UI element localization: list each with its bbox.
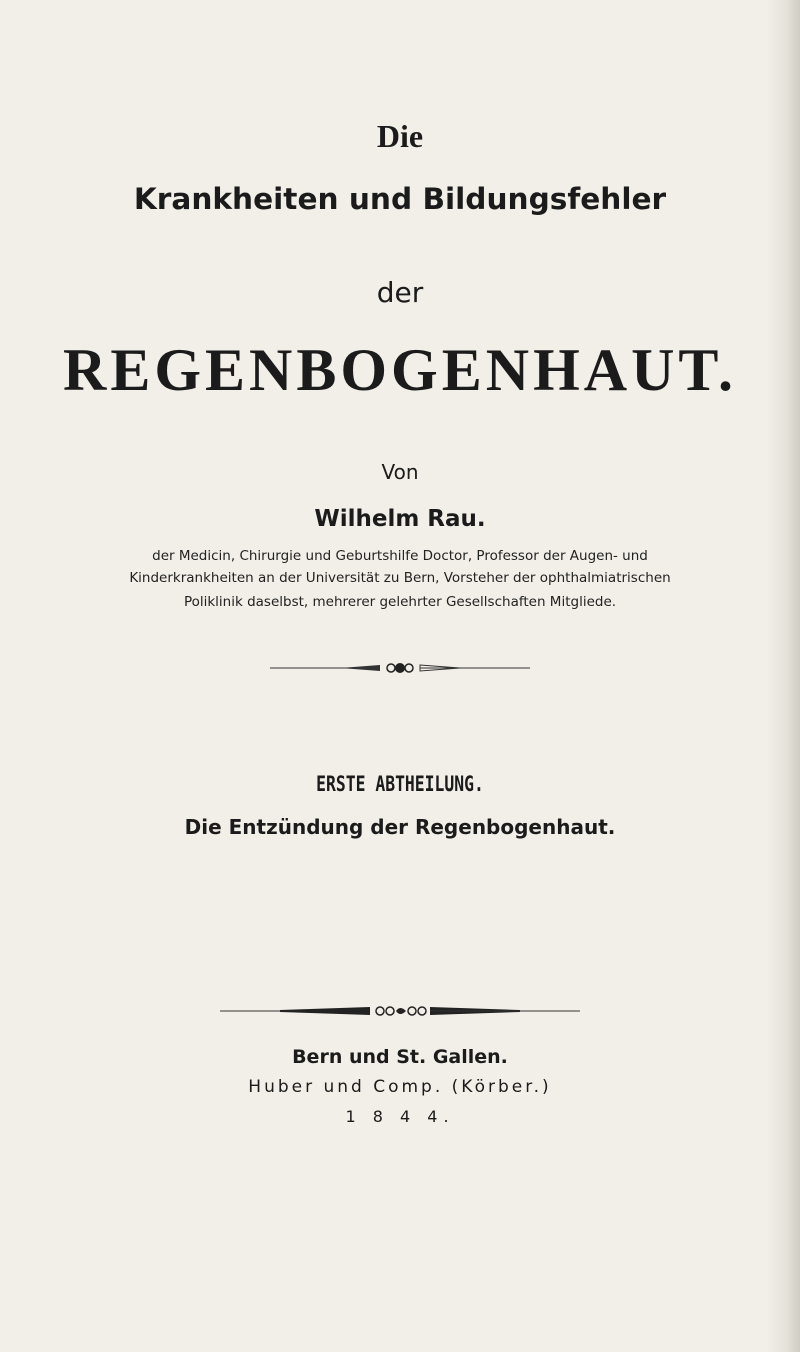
title-article: Die — [376, 118, 424, 154]
imprint-publisher: Huber und Comp. (Körber.) — [248, 1077, 552, 1097]
byline-von: Von — [381, 460, 419, 484]
part-heading: ERSTE ABTHEILUNG. — [316, 772, 484, 796]
title-connector: der — [376, 276, 424, 309]
imprint-place: Bern und St. Gallen. — [292, 1046, 508, 1068]
author-description-line-2: Kinderkrankheiten an der Universität zu Bern, Vorsteher der ophthalmiatrischen — [129, 570, 671, 586]
title-main: Krankheiten und Bildungsfehler — [133, 182, 667, 216]
ornament-divider-top — [270, 660, 530, 676]
author-name: Wilhelm Rau. — [314, 506, 486, 532]
imprint-year: 1 8 4 4. — [345, 1107, 455, 1126]
part-subtitle: Die Entzündung der Regenbogenhaut. — [184, 815, 616, 839]
author-description-line-3: Poliklinik daselbst, mehrerer gelehrter Gesellschaften Mitgliede. — [183, 594, 617, 610]
title-subject: REGENBOGENHAUT. — [63, 337, 737, 403]
ornament-divider-bottom — [220, 1003, 580, 1019]
author-description-line-1: der Medicin, Chirurgie und Geburtshilfe Doctor, Professor der Augen- und — [152, 548, 648, 564]
